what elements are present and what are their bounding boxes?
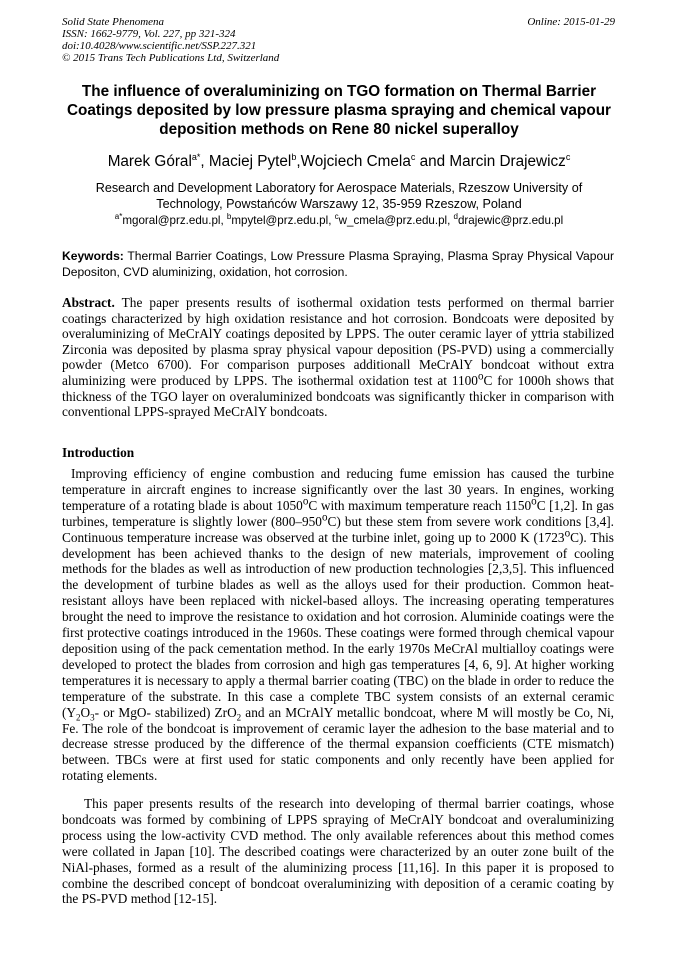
degree-mark: o (564, 527, 571, 540)
issn-line: ISSN: 1662-9779, Vol. 227, pp 321-324 (62, 28, 236, 40)
degree-mark: o (531, 495, 537, 508)
subscript: 2 (76, 712, 81, 723)
journal-header (62, 16, 279, 64)
author-separator: , (296, 153, 301, 170)
subscript: 3 (90, 712, 95, 723)
author-conjunction: and (415, 153, 450, 170)
author-list (40, 152, 638, 171)
author-separator: , (200, 153, 205, 170)
email-mark: d (453, 212, 458, 222)
keywords (62, 249, 614, 280)
text-run: C [1,2]. In gas turbines, temperature is slightly lower (800–950 (62, 497, 614, 529)
author-affil-mark: c (565, 151, 571, 162)
text-run: O (80, 704, 91, 720)
subscript: 2 (236, 712, 242, 723)
affiliation: Research and Development Laboratory for Aerospace Materials, Rzeszow University of Technology, Powstańców Warszawy 12, 35-959 Rzeszow, Poland (95, 181, 583, 211)
keywords-text: Thermal Barrier Coatings, Low Pressure Plasma Spraying, Plasma Spray Physical Vapour Depositon, CVD aluminizing, oxidation, hot corrosion. (62, 249, 614, 279)
author-name: Marek Góral (107, 153, 192, 170)
author-name: Maciej Pytel (204, 153, 292, 170)
text-run: C) but these stem from severe work conditions [3,4]. Continuous temperature increase was observed at the turbine inlet, going up to 2000 K (1723 (62, 513, 614, 545)
degree-mark: o (321, 511, 328, 524)
abstract (62, 295, 614, 420)
degree-mark: o (302, 495, 309, 508)
email-mark: b (226, 212, 232, 222)
author-affil-mark: c (410, 151, 416, 162)
author-affil-mark: b (291, 151, 297, 162)
abstract-text: The paper presents results of isothermal oxidation tests performed on thermal barrier coatings characterized by high oxidation resistance and hot corrosion. Bondcoats were deposited by overaluminizing of MeCrAlY coatings deposited by LPPS. The outer ceramic layer of yttria stabilized Zirconia was deposited by plasma spray physical vapour deposition (PS-PVD) using a commercially powder (Metco 6700). For comparison purposes additionall MeCrAlY bondcoat without extra aluminizing were produced by LPPS. The isothermal oxidation test at 1100 (62, 295, 614, 388)
keywords-label: Keywords: (62, 249, 124, 263)
degree-mark: o (477, 370, 484, 383)
copyright-line: © 2015 Trans Tech Publications Ltd, Switzerland (62, 52, 280, 64)
email-mark: c (334, 212, 339, 222)
doi-line: doi:10.4028/www.scientific.net/SSP.227.321 (62, 40, 257, 52)
intro-paragraph-1 (62, 466, 614, 784)
journal-name: Solid State Phenomena (62, 16, 165, 28)
email-mark: a* (114, 212, 123, 222)
text-run: Improving efficiency of engine combustion and reducing fume emission has caused the turbine temperature in aircraft engines to increase significantly over the last 30 years. In engines, working temperature of a rotating blade is about 1050 (62, 466, 614, 513)
abstract-label: Abstract. (62, 295, 115, 310)
email-address: mpytel@prz.edu.pl, (231, 214, 335, 227)
abstract-text: C for 1000h shows that thickness of the TGO layer on overaluminized bondcoats was significantly thicker in comparison with conventional LPPS-sprayed MeCrAlY bondcoats. (62, 372, 614, 420)
text-run: and an MCrAlY metallic bondcoat, where M will mostly be Co, Ni, Fe. The role of the bondcoat is improvement of ceramic layer the adhesion to the base material and to decrease stresse produced by the difference of the thermal expansion coefficients (CTE mismatch) between. TBCs were at first used for static components and only recently have been applied for rotating elements. (62, 704, 614, 784)
text-run: - or MgO- stabilized) ZrO (94, 704, 237, 720)
text-run: C with maximum temperature reach 1150 (308, 497, 532, 513)
author-affil-mark: a* (191, 151, 201, 162)
email-list (40, 214, 638, 228)
section-heading-introduction: Introduction (62, 445, 135, 460)
online-date: Online: 2015-01-29 (527, 16, 615, 28)
email-address: mgoral@prz.edu.pl, (122, 214, 227, 227)
text-run: C). This development has been achieved thanks to the design of new materials, improvement of cooling methods for the blades as well as introduction of new production technologies [2,3,5]. This influenced the development of turbine blades as well as the alloys used for their production. Common heat-resistant alloys have been replaced with nickel-based alloys. The increasing operating temperatures brought the need to improve the resistance to oxidation and hot corrosion. Aluminide coatings were the first protective coatings introduced in the 1960s. These coatings were formed through chemical vapour deposition using of the pack cementation method. In the early 1970s MeCrAl multialloy coatings were developed to protect the blades from corrosion and high gas temperatures [4, 6, 9]. At higher working temperatures it is necessary to apply a thermal barrier coating (TBC) on the blade in order to reduce the temperature of the substrate. In this case a complete TBC system consists of an external ceramic (Y (62, 529, 614, 720)
email-address: w_cmela@prz.edu.pl, (338, 214, 454, 227)
intro-paragraph-2: This paper presents results of the research into developing of thermal barrier coatings, whose bondcoats was formed by combining of LPPS spraying of MeCrAlY bondcoat and overaluminizing process using the low-activity CVD method. The only available references about this method comes were collated in Japan [10]. The described coatings were characterized by an outer zone built of the NiAl-phases, formed as a result of the aluminizing process [11,16]. In this paper it is proposed to combine the described concept of bondcoat overaluminizing with deposition of a ceramic coating by the PS-PVD method [12-15]. (62, 796, 614, 907)
email-address: drajewic@prz.edu.pl (457, 214, 564, 227)
author-name: Wojciech Cmela (300, 153, 411, 170)
author-name: Marcin Drajewicz (449, 153, 566, 170)
paper-title: The influence of overaluminizing on TGO formation on Thermal Barrier Coatings deposited by low pressure plasma spraying and chemical vapour deposition methods on Rene 80 nickel superalloy (66, 83, 612, 138)
